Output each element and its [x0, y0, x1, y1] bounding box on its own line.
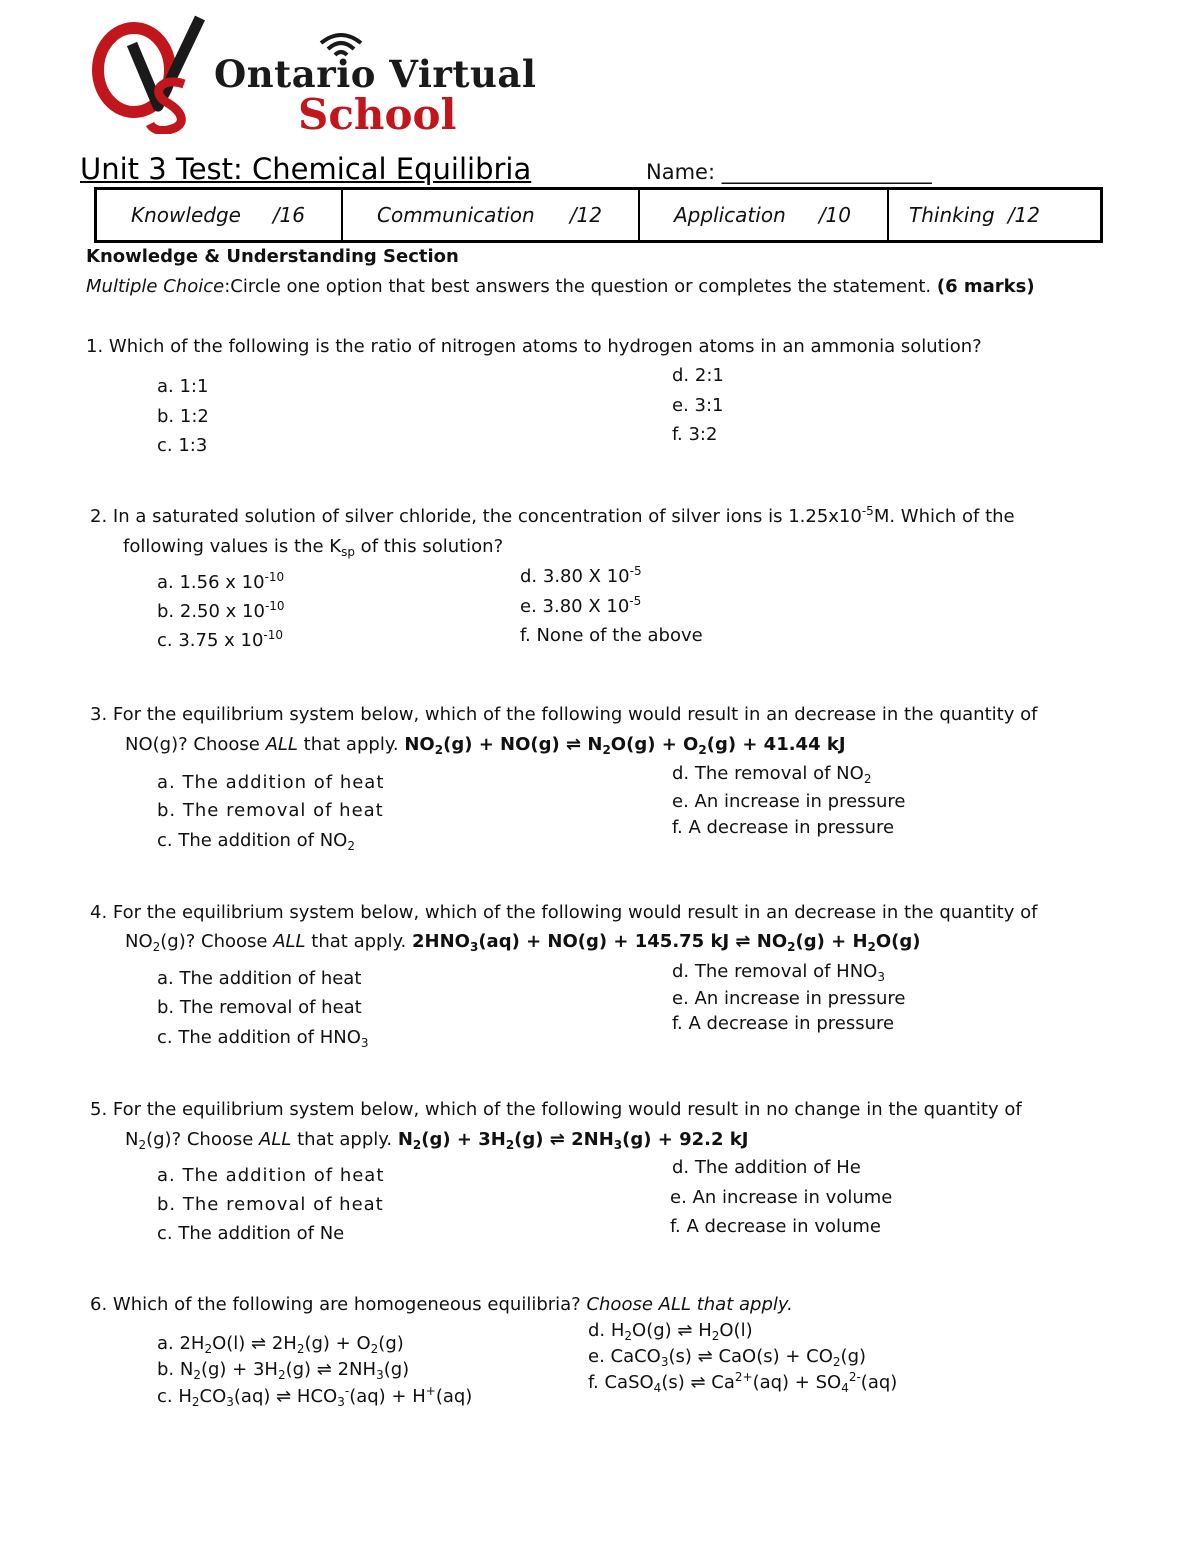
marks-score: /16: [272, 203, 305, 227]
q5-option-e[interactable]: e. An increase in volume: [670, 1187, 893, 1208]
q1-option-d[interactable]: d. 2:1: [672, 365, 724, 386]
marks-label: Thinking: [909, 203, 995, 227]
q3-option-c[interactable]: c. The addition of $NO_2$: [157, 830, 355, 853]
marks-score: /12: [569, 203, 602, 227]
q6-option-b[interactable]: b. $N_2(g) + 3H_2(g)$ ⇌ $2NH_3(g)$: [157, 1359, 410, 1382]
q4-equation: $2HNO_3(aq) + NO(g) + 145.75$ kJ ⇌ $NO_2(g) + H_2O(g)$: [412, 931, 921, 954]
name-field-label: Name: ____________________: [646, 160, 932, 184]
q4-option-f[interactable]: f. A decrease in pressure: [672, 1013, 895, 1034]
marks-label: Knowledge: [131, 203, 241, 227]
q4-option-d[interactable]: d. The removal of $HNO_3$: [672, 961, 885, 984]
question-2-stem-line2: following values is the $K_{sp}$ of this solution?: [123, 536, 504, 559]
q3-option-b[interactable]: b. The removal of heat: [157, 800, 384, 821]
q2-option-a[interactable]: a. 1.56 x $10^{-10}$: [157, 570, 285, 593]
q2-option-d[interactable]: d. 3.80 X $10^{-5}$: [520, 564, 642, 587]
school-logo: [92, 14, 537, 139]
q2-option-f[interactable]: f. None of the above: [520, 625, 703, 646]
q5-option-d[interactable]: d. The addition of He: [672, 1157, 861, 1178]
question-5-stem-line1: 5. For the equilibrium system below, which of the following would result in no change in the quantity of: [90, 1099, 1022, 1120]
instr-italic: Multiple Choice: [86, 276, 225, 297]
instr-marks: (6 marks): [936, 276, 1035, 297]
q1-option-a[interactable]: a. 1:1: [157, 376, 209, 397]
q4-option-c[interactable]: c. The addition of $HNO_3$: [157, 1027, 369, 1050]
q6-option-f[interactable]: f. CaSO$_4$(s) ⇌ $Ca^{2+}(aq) + SO_4^{2-}(aq)$: [588, 1370, 898, 1395]
q4-option-e[interactable]: e. An increase in pressure: [672, 988, 906, 1009]
question-6-stem: 6. Which of the following are homogeneous equilibria? Choose ALL that apply.: [90, 1294, 793, 1315]
q4-option-a[interactable]: a. The addition of heat: [157, 968, 362, 989]
q3-option-a[interactable]: a. The addition of heat: [157, 772, 385, 793]
marks-cell-thinking: [889, 190, 1100, 240]
marks-cell-knowledge: [97, 190, 343, 240]
q5-option-a[interactable]: a. The addition of heat: [157, 1165, 385, 1186]
q1-option-e[interactable]: e. 3:1: [672, 395, 724, 416]
question-4-stem-line2: $NO_2(g)$? Choose ALL that apply. $2HNO_3(aq) + NO(g) + 145.75$ kJ ⇌ $NO_2(g) + H_2O(g)$: [125, 931, 921, 954]
q2-option-e[interactable]: e. 3.80 X $10^{-5}$: [520, 594, 642, 617]
section-instructions: [86, 276, 1035, 297]
marks-score: /10: [818, 203, 851, 227]
q5-option-c[interactable]: c. The addition of Ne: [157, 1223, 345, 1244]
question-2-stem-line1: 2. In a saturated solution of silver chloride, the concentration of silver ions is $1.25x10^{-5}M$. Which of the: [90, 504, 1015, 527]
q2-option-b[interactable]: b. 2.50 x $10^{-10}$: [157, 599, 285, 622]
q5-option-f[interactable]: f. A decrease in volume: [670, 1216, 881, 1237]
q4-option-b[interactable]: b. The removal of heat: [157, 997, 362, 1018]
marks-cell-application: [640, 190, 889, 240]
marks-label: Communication: [377, 203, 535, 227]
instr-rest: :Circle one option that best answers the question or completes the statement.: [224, 276, 937, 297]
logo-text-line2: School: [298, 90, 457, 139]
q3-option-d[interactable]: d. The removal of $NO_2$: [672, 763, 872, 786]
marks-label: Application: [674, 203, 786, 227]
q6-option-d[interactable]: d. $H_2O(g)$ ⇌ $H_2O(l)$: [588, 1320, 753, 1343]
question-3-stem-line2: NO(g)? Choose ALL that apply. $NO_2(g) + NO(g)$ ⇌ $N_2O(g) + O_2(g) + 41.44$ kJ: [125, 734, 846, 757]
q3-option-e[interactable]: e. An increase in pressure: [672, 791, 906, 812]
marks-table: [94, 187, 1103, 243]
marks-cell-communication: [343, 190, 640, 240]
q2-option-c[interactable]: c. 3.75 x $10^{-10}$: [157, 628, 284, 651]
question-3-stem-line1: 3. For the equilibrium system below, which of the following would result in an decrease in the quantity of: [90, 704, 1038, 725]
q1-option-b[interactable]: b. 1:2: [157, 406, 209, 427]
question-1-stem: 1. Which of the following is the ratio of nitrogen atoms to hydrogen atoms in an ammonia solution?: [86, 336, 982, 357]
ovs-logo-mark-icon: [92, 14, 217, 134]
q5-option-b[interactable]: b. The removal of heat: [157, 1194, 384, 1215]
question-5-stem-line2: $N_2(g)$? Choose ALL that apply. $N_2(g) + 3H_2(g)$ ⇌ $2NH_3(g) + 92.2$ kJ: [125, 1129, 749, 1152]
q3-equation: $NO_2(g) + NO(g)$ ⇌ $N_2O(g) + O_2(g) + 41.44$ kJ: [404, 734, 846, 757]
q6-option-c[interactable]: c. $H_2CO_3(aq)$ ⇌ $HCO_3^-(aq) + H^+(aq)$: [157, 1384, 473, 1409]
q1-option-f[interactable]: f. 3:2: [672, 424, 718, 445]
q1-option-c[interactable]: c. 1:3: [157, 435, 208, 456]
q3-option-f[interactable]: f. A decrease in pressure: [672, 817, 895, 838]
q6-option-a[interactable]: a. $2H_2O(l)$ ⇌ $2H_2(g) + O_2(g)$: [157, 1333, 404, 1356]
marks-score: /12: [1007, 203, 1040, 227]
page-title: Unit 3 Test: Chemical Equilibria: [80, 152, 532, 186]
q5-equation: $N_2(g) + 3H_2(g)$ ⇌ $2NH_3(g) + 92.2$ kJ: [397, 1129, 749, 1152]
section-title: Knowledge & Understanding Section: [86, 246, 459, 267]
question-4-stem-line1: 4. For the equilibrium system below, which of the following would result in an decrease in the quantity of: [90, 902, 1038, 923]
logo-text-line1: Ontario Virtual: [214, 52, 537, 96]
q6-option-e[interactable]: e. CaCO$_3$(s) ⇌ $CaO(s) + CO_2(g)$: [588, 1346, 867, 1369]
